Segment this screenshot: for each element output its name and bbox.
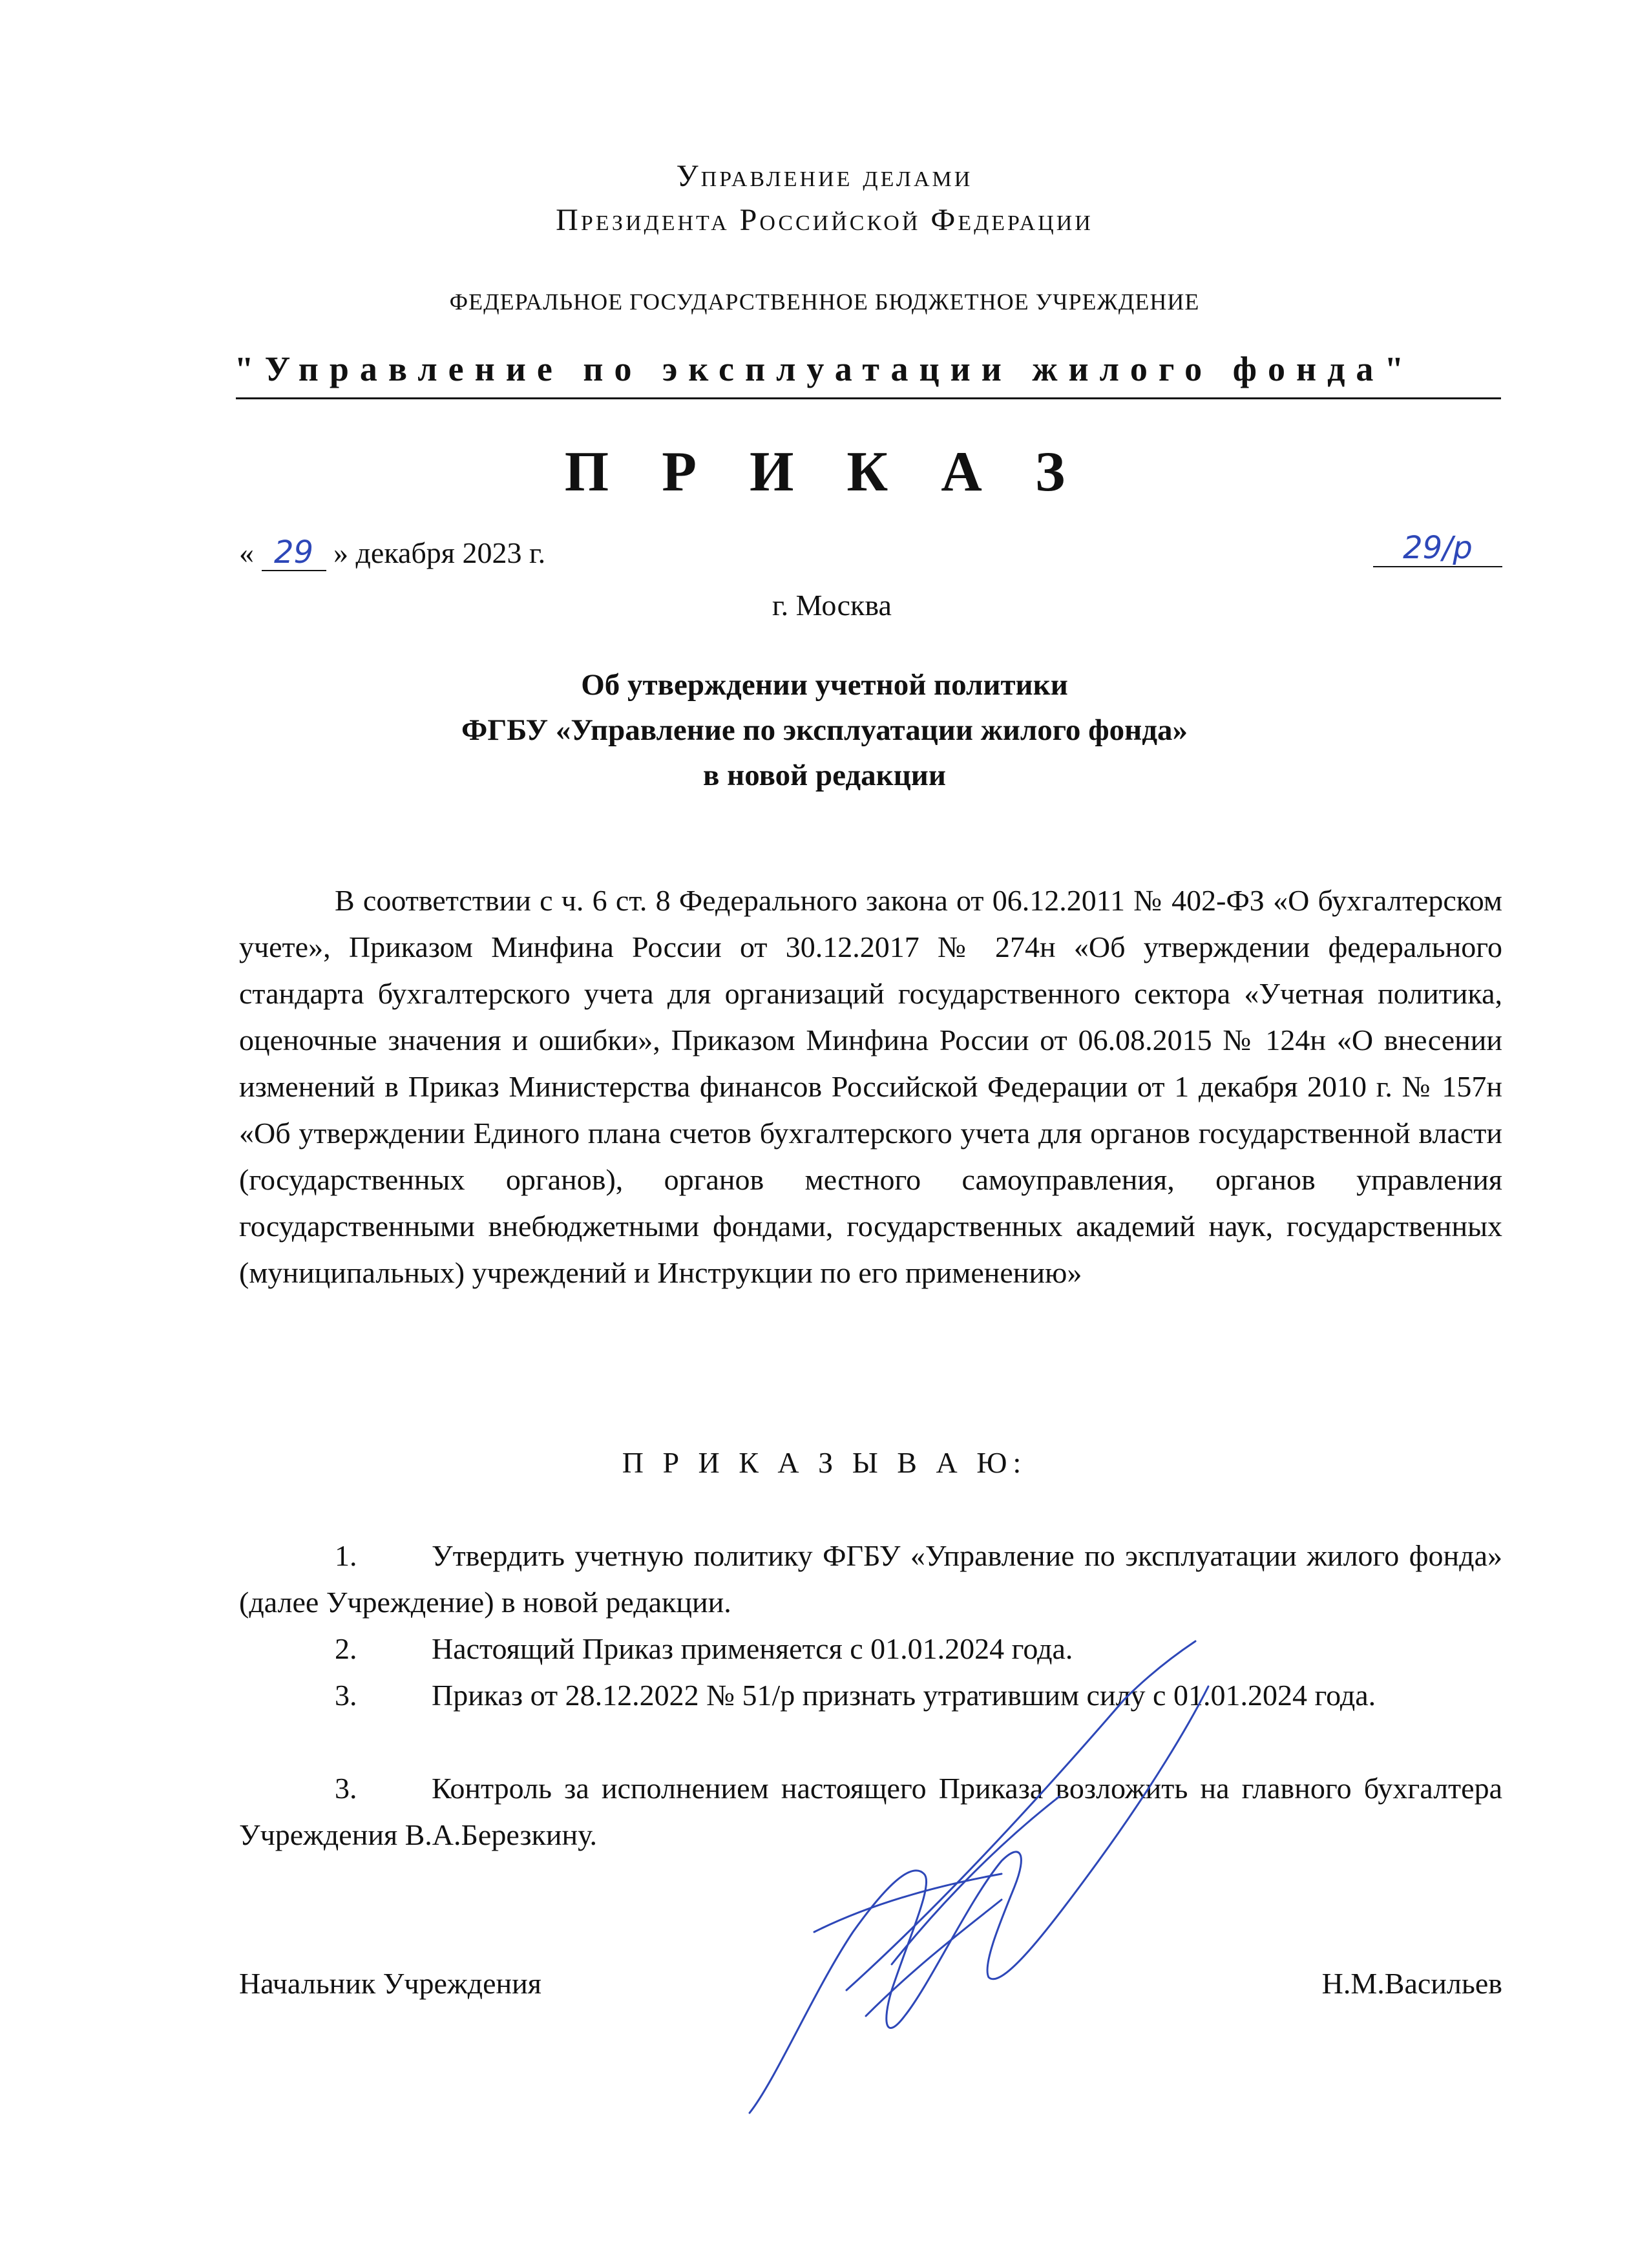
signatory-name: Н.М.Васильев: [1321, 1967, 1502, 2000]
signatory-position: Начальник Учреждения: [239, 1967, 541, 2000]
date-month-year: » декабря 2023 г.: [333, 536, 546, 569]
document-number: 29/р: [1373, 530, 1502, 567]
order-item-number: 3.: [335, 1772, 357, 1805]
org-line-2: Президента Российской Федерации: [556, 203, 1093, 237]
order-item-1: [239, 1533, 1502, 1626]
handwritten-signature: [698, 1628, 1228, 2145]
order-item-number: 1.: [335, 1539, 357, 1572]
header-rule: [236, 397, 1501, 399]
order-item-text: Контроль за исполнением настоящего Приказа возложить на главного бухгалтера Учреждения В.А.Березкину.: [239, 1772, 1502, 1851]
document-city: г. Москва: [772, 589, 892, 622]
subject-line-3: в новой редакции: [703, 759, 946, 792]
preamble-paragraph: В соответствии с ч. 6 ст. 8 Федерального закона от 06.12.2011 № 402-ФЗ «О бухгалтерском учете», Приказом Минфина России от 30.12.2017 № 274н «Об утверждении федерального стандарта бухгалтерского учета для организаций государственного сектора «Учетная политика, оценочные значения и ошибки», Приказом Минфина России от 06.08.2015 № 124н «О внесении изменений в Приказ Министерства финансов Российской Федерации от 1 декабря 2010 г. № 157н «Об утверждении Единого плана счетов бухгалтерского учета для органов государственной власти (государственных органов), органов местного самоуправления, органов управления государственными внебюджетными фондами, государственных академий наук, государственных (муниципальных) учреждений и Инструкции по его применению»: [239, 884, 1502, 1289]
order-item-number: 2.: [335, 1632, 357, 1665]
subject-line-1: Об утверждении учетной политики: [581, 668, 1068, 702]
order-item-text: Настоящий Приказ применяется с 01.01.2024 года.: [432, 1632, 1073, 1665]
date-day: 29: [262, 535, 326, 571]
document-type: П Р И К А З: [564, 441, 1085, 503]
org-name: "Управление по эксплуатации жилого фонда": [234, 350, 1415, 388]
org-line-1: Управление делами: [676, 159, 973, 193]
order-heading: П Р И К А З Ы В А Ю:: [622, 1446, 1027, 1479]
date-open-quote: «: [239, 536, 254, 569]
order-item-text: Утвердить учетную политику ФГБУ «Управление по эксплуатации жилого фонда» (далее Учреждение) в новой редакции.: [239, 1539, 1502, 1619]
org-type: ФЕДЕРАЛЬНОЕ ГОСУДАРСТВЕННОЕ БЮДЖЕТНОЕ УЧРЕЖДЕНИЕ: [449, 289, 1200, 315]
document-date: [239, 535, 545, 571]
order-item-text: Приказ от 28.12.2022 № 51/р признать утратившим силу с 01.01.2024 года.: [432, 1679, 1376, 1712]
order-item-number: 3.: [335, 1679, 357, 1712]
subject-line-2: ФГБУ «Управление по эксплуатации жилого фонда»: [461, 713, 1188, 747]
